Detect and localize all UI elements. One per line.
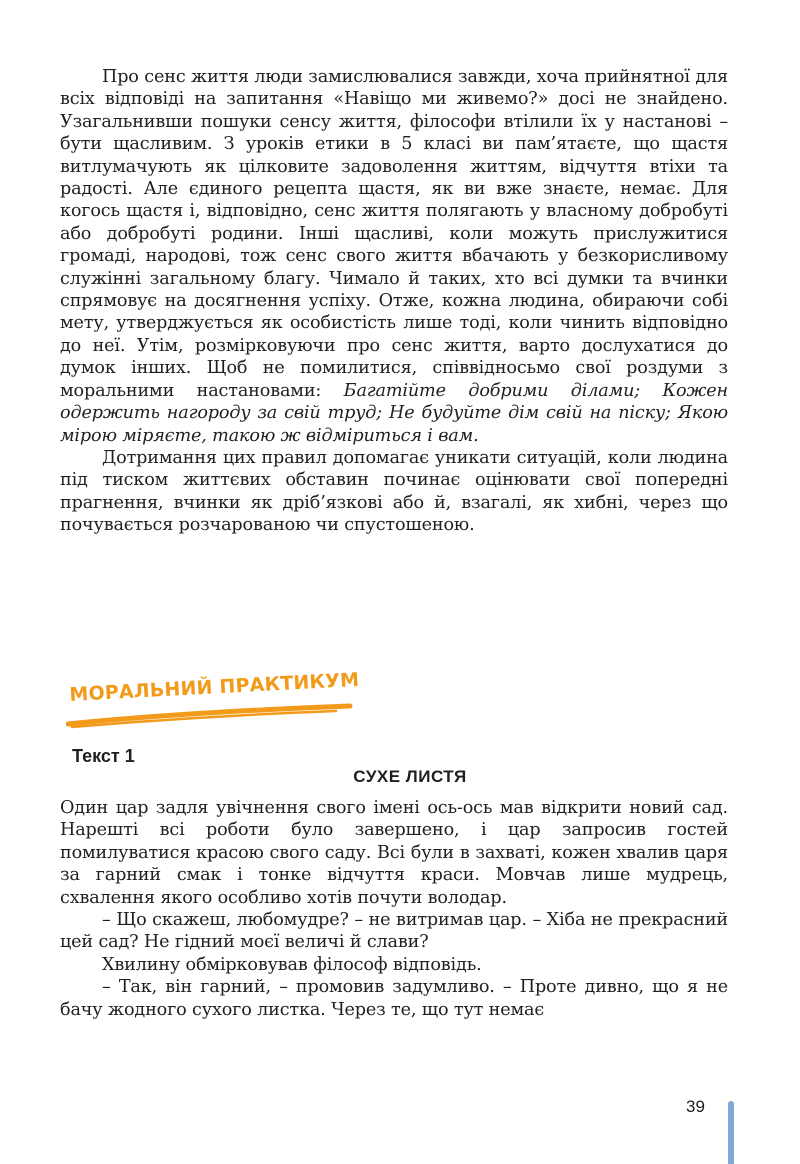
intro-paragraph-1: [60, 66, 728, 447]
story-paragraph: Хвилину обмірковував філософ відповідь.: [102, 954, 482, 975]
moral-practicum-heading: [66, 668, 366, 730]
intro-section: [60, 66, 728, 537]
intro-paragraph-2: Дотримання цих правил допомагає уникати ситуацій, коли людина під тиском життєвих обставин починає оцінювати свої попередні прагнення, вчинки як дріб’язкові або й, взагалі, як хибні, через що почувається розчарованою чи спустошеною.: [60, 447, 728, 536]
practicum-label: МОРАЛЬНИЙ ПРАКТИКУМ: [68, 668, 360, 706]
story-paragraph: – Що скажеш, любомудре? – не витримав цар. – Хіба не прекрасний цей сад? Не гідний моєї величі й слави?: [60, 910, 728, 953]
page-number: 39: [686, 1097, 705, 1116]
story-title: СУХЕ ЛИСТЯ: [353, 767, 467, 786]
story-section: [60, 797, 728, 1021]
story-paragraph: – Так, він гарний, – промовив задумливо. – Проте дивно, що я не бачу жодного сухого листка. Через те, що тут немає: [60, 977, 728, 1020]
text-number-label: Текст 1: [72, 746, 135, 766]
intro-paragraph-1-text: Про сенс життя люди замислювалися завжди, хоча прийнятної для всіх відповіді на запитання «Навіщо ми живемо?» досі не знайдено. Узагальнивши пошуки сенсу життя, філософи втілили їх у настанові – бути щасливим. З уроків етики в 5 класі ви пам’ятаєте, що щастя витлумачують як цілковите задоволення життям, відчуття втіхи та радості. Але єдиного рецепта щастя, як ви вже знаєте, немає. Для когось щастя і, відповідно, сенс життя полягають у власному добробуті або добробуті родини. Інші щасливі, коли можуть прислужитися громаді, народові, тож сенс свого життя вбачають у безкорисливому служінні загальному благу. Чимало й таких, хто всі думки та вчинки спрямовує на досягнення успіху. Отже, кожна людина, обираючи собі мету, утверджується як особистість лише тоді, коли чинить відповідно до неї. Утім, розмірковуючи про сенс життя, варто дослухатися до думок інших. Щоб не помилитися, співвідносьмо свої роздуми з моральними настановами:: [60, 67, 728, 401]
page-edge-bar: [728, 1101, 734, 1164]
moral-maxims: Багатійте добрими ділами; Кожен одержить нагороду за свій труд; Не будуйте дім свій на піску; Якою мірою міряєте, такою ж відміриться і вам.: [60, 380, 728, 446]
story-paragraph: Один цар задля увічнення свого імені ось-ось мав відкрити новий сад. Нарешті всі роботи було завершено, і цар запросив гостей помилуватися красою свого саду. Всі були в захваті, кожен хвалив царя за гарний смак і тонке відчуття краси. Мовчав лише мудрець, схвалення якого особливо хотів почути володар.: [60, 798, 728, 908]
